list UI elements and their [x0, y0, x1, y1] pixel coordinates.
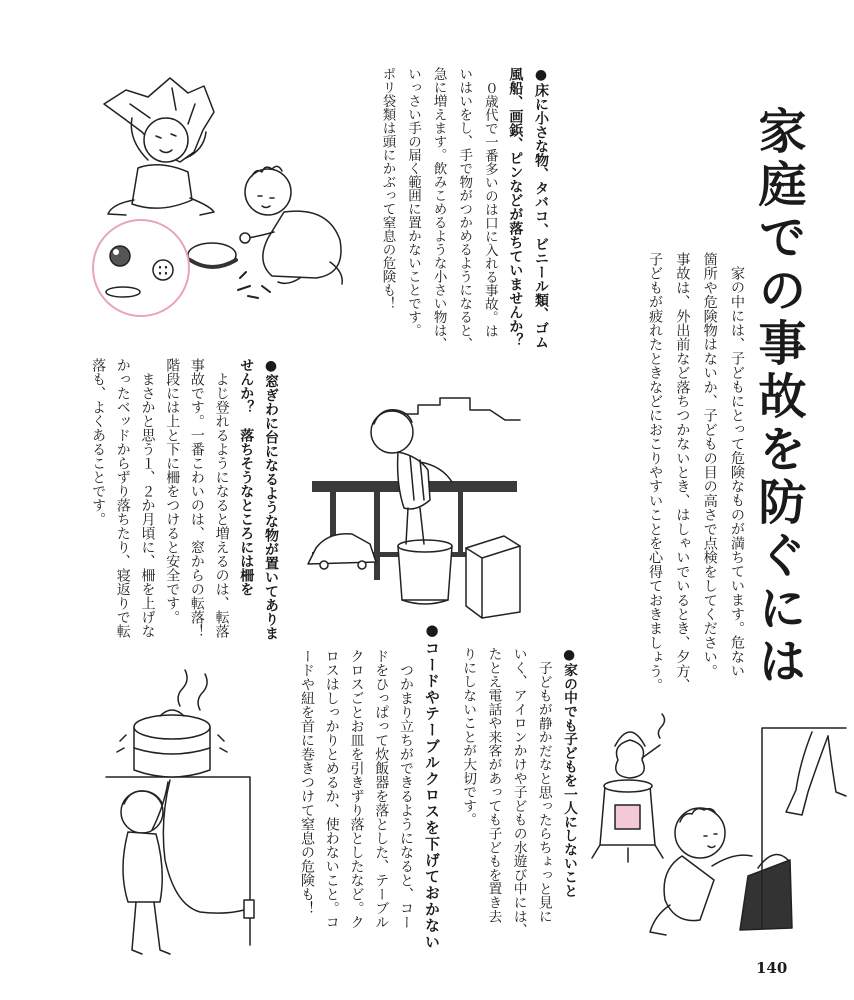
kettle-handle	[615, 732, 645, 746]
section-heading-line: ●窓ぎわに台になるような物が置いてありま	[263, 358, 279, 640]
toy-car-wheel	[320, 561, 328, 569]
heater-window	[615, 805, 640, 829]
section-heading-line: ●床に小さな物、タバコ、ビニール類、ゴム	[533, 67, 549, 349]
section-body-line: 急に増えます。飲みこめるような小さい物は、	[430, 67, 447, 351]
section-body-line: 落も、よくあることです。	[90, 358, 107, 526]
bucket	[398, 546, 452, 600]
section-body-line: 子どもが静かだなと思ったらちょっと見に	[535, 660, 552, 923]
section-heading-line: ●コードやテーブルクロスを下げておかない	[423, 621, 441, 950]
pot-lid-rim	[190, 260, 236, 267]
adult-leg-front	[786, 732, 828, 815]
section-body-line: ドをひっぱって炊飯器を落とした、テーブル	[373, 649, 390, 929]
section-body-line: つかまり立ちができるようになると、コー	[398, 663, 414, 929]
crawling-baby-illustration	[188, 166, 342, 298]
steam	[178, 670, 207, 710]
baby-legs	[108, 198, 214, 215]
section-heading-line: ●家の中でも子どもを一人にしないこと	[561, 647, 577, 898]
crawling-baby-leg	[278, 262, 342, 284]
kettle	[616, 740, 645, 778]
marble-ball	[110, 246, 130, 266]
baby-with-plastic-bag-illustration	[104, 78, 214, 215]
scattered-pins	[238, 272, 270, 298]
iron-handle	[758, 855, 788, 868]
child-reaching-iron-illustration	[650, 808, 792, 935]
button-holes	[160, 267, 166, 274]
counter	[106, 777, 250, 945]
toy-car	[308, 534, 376, 564]
window-post-2	[374, 492, 380, 580]
toddler-body	[123, 832, 162, 902]
motion-lines	[117, 735, 227, 752]
section-small-objects	[374, 67, 553, 367]
baby-face	[156, 134, 176, 153]
doorframe	[762, 728, 846, 928]
page-title: 家庭での事故を防ぐには	[750, 106, 806, 689]
section-body-line: かったベッドからずり落ちたり、寝返りで転	[114, 358, 131, 638]
window-post-1	[330, 492, 336, 560]
section-body-line: まさかと思う１、２か月頃に、柵を上げな	[139, 372, 156, 638]
section-not-alone	[455, 647, 581, 947]
kettle-spout	[642, 745, 660, 758]
heater-legs	[592, 845, 663, 862]
heater-body	[600, 786, 655, 845]
section-cords-body	[294, 649, 418, 949]
heater-top	[604, 780, 652, 792]
section-body-line: ードや紐を首に巻きつけて窒息の危険も！	[299, 649, 315, 915]
intro-line: 事故は、外出前など落ちつかないとき、はしゃいでいるとき、夕方、	[674, 252, 691, 693]
child-legs	[406, 508, 424, 544]
rice-cooker-band	[134, 748, 210, 754]
crawling-baby-head	[245, 169, 291, 215]
child-arm	[420, 462, 452, 482]
child-hair	[374, 410, 412, 424]
window-frame-top	[312, 481, 517, 492]
kettle-on-heater-illustration	[592, 714, 665, 862]
page-number: 140	[756, 959, 788, 977]
section-body-line: 階段には上と下に柵をつけると安全です。	[164, 358, 181, 624]
crawling-baby-face	[258, 196, 274, 208]
plastic-bag	[104, 78, 214, 162]
section-body-line: いっさい手の届く範囲に置かないことです。	[405, 67, 422, 337]
crawling-baby-arm	[248, 232, 274, 238]
rice-cooker-cord-illustration	[106, 670, 254, 954]
section-body-line: たとえ電話や来客があっても子どもを置き去	[485, 647, 502, 923]
section-body-line: クロスごとお皿を引きずり落としたなど。ク	[348, 649, 365, 929]
toddler-arm	[152, 782, 168, 830]
section-heading-line: せんか？ 落ちそうなところには柵を	[238, 358, 255, 596]
section-body-line: 事故です。一番こわいのは、窓からの転落！	[188, 358, 205, 638]
intro-paragraph	[641, 252, 750, 712]
section-body-line: いはいをし、手で物がつかめるようになると、	[456, 67, 473, 351]
adult-leg-back	[828, 736, 846, 796]
reaching-child-arm	[712, 855, 752, 866]
toddler-legs	[132, 902, 170, 954]
rice-cooker-body	[134, 727, 210, 777]
toddler-head	[121, 791, 163, 833]
wall-outlet	[244, 900, 254, 918]
bucket-bottom	[402, 600, 448, 604]
section-body-line: ０歳代で一番多いのは口に入れる事故。は	[481, 80, 498, 337]
section-body-line: いく、アイロンかけや子どもの水遊び中には、	[510, 647, 527, 937]
window-frame-bottom	[312, 552, 502, 557]
child-head	[371, 411, 413, 453]
pot-lid	[188, 243, 236, 267]
baby-arms	[131, 118, 206, 160]
child-body	[398, 452, 430, 509]
section-heading-line: 風船、画鋲、ピンなどが落ちていませんか？	[507, 67, 524, 347]
intro-line: 箇所や危険物はないか、子どもの目の高さで点検をしてください。	[701, 252, 718, 678]
baby-diaper	[132, 165, 192, 208]
reaching-child-face	[704, 834, 717, 848]
crawling-baby-hand	[240, 233, 250, 243]
bag-crease	[130, 88, 195, 124]
cardboard-box-edges	[466, 546, 520, 618]
city-skyline	[398, 398, 520, 430]
power-cord	[163, 780, 244, 913]
rice-cooker-handle	[160, 710, 184, 716]
cardboard-box	[466, 536, 520, 618]
toy-car-wheel-2	[358, 561, 366, 569]
kettle-steam	[658, 714, 664, 738]
reaching-child-body	[664, 856, 714, 921]
section-window	[85, 358, 283, 658]
intro-line: 家の中には、子どもにとって危険なものが満ちています。危ない	[729, 266, 745, 678]
marble-highlight	[113, 249, 119, 255]
reaching-child-head	[675, 808, 725, 858]
pink-highlight-circle	[93, 220, 189, 316]
bucket-rim	[398, 540, 452, 552]
section-body-line: よじ登れるようになると増えるのは、転落	[213, 372, 230, 638]
crawling-baby-hair	[252, 166, 282, 176]
intro-line: 子どもが疲れたときなどにおこりやすいことを心得ておきましょう。	[647, 252, 664, 693]
toddler-hair	[124, 791, 162, 804]
baby-head	[144, 118, 188, 162]
reaching-child-hair	[680, 809, 716, 822]
window-post-3	[458, 492, 463, 552]
hair-pin	[106, 287, 140, 297]
section-body-line: ロスはしっかりとめるか、使わないこと。コ	[323, 649, 340, 929]
section-body-line: りにしないことが大切です。	[460, 647, 477, 827]
adult-walking-illustration	[762, 728, 846, 928]
iron	[740, 860, 792, 930]
crawling-baby-body	[263, 211, 341, 278]
child-suspenders	[410, 456, 424, 500]
rice-cooker-lid	[134, 715, 210, 739]
section-body-line: ポリ袋類は頭にかぶって窒息の危険も！	[379, 67, 396, 310]
button-object	[153, 260, 173, 280]
section-cords-heading	[419, 621, 444, 961]
small-objects-callout	[93, 220, 189, 316]
reaching-child-leg	[650, 905, 670, 935]
child-at-window-illustration	[308, 398, 520, 618]
